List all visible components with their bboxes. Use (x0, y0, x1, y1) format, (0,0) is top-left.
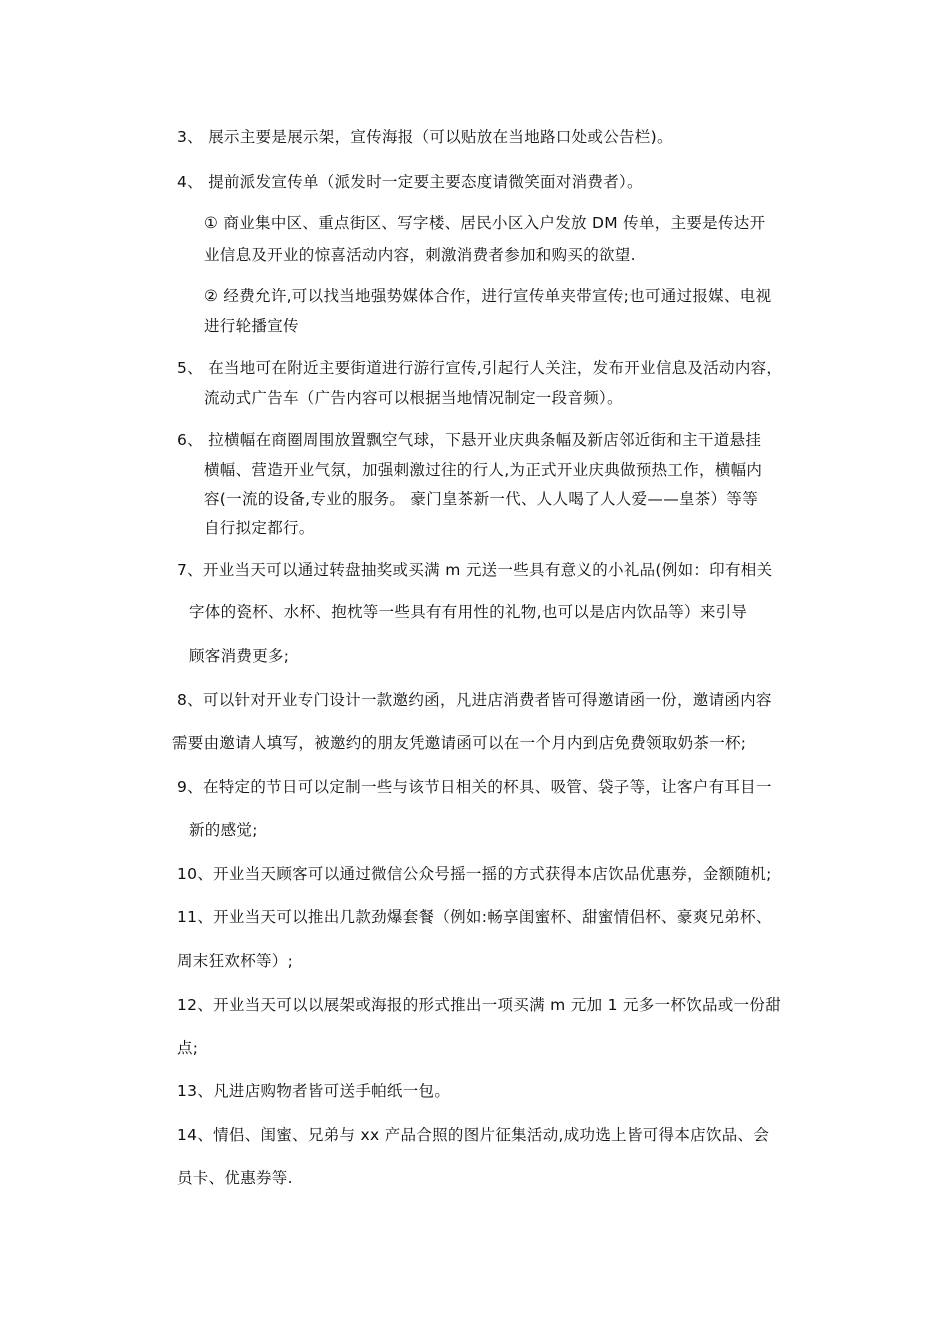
text-line: 12、开业当天可以以展架或海报的形式推出一项买满 m 元加 1 元多一杯饮品或一份甜 (177, 996, 781, 1014)
text-line: 8、可以针对开业专门设计一款邀约函，凡进店消费者皆可得邀请函一份，邀请函内容 (177, 691, 772, 709)
text-line: 顾客消费更多; (189, 647, 290, 665)
text-line: 周末狂欢杯等）; (177, 952, 294, 970)
text-line: 需要由邀请人填写，被邀约的朋友凭邀请函可以在一个月内到店免费领取奶茶一杯; (172, 734, 747, 752)
text-line: 点; (177, 1039, 199, 1057)
text-line: ① 商业集中区、重点街区、写字楼、居民小区入户发放 DM 传单，主要是传达开 (204, 214, 766, 232)
text-line: 5、 在当地可在附近主要街道进行游行宣传,引起行人关注，发布开业信息及活动内容， (177, 359, 783, 377)
text-line: 字体的瓷杯、水杯、抱枕等一些具有有用性的礼物,也可以是店内饮品等）来引导 (189, 603, 748, 621)
text-line: 进行轮播宣传 (204, 317, 299, 335)
text-line: 3、 展示主要是展示架，宣传海报（可以贴放在当地路口处或公告栏)。 (177, 128, 673, 146)
text-line: 6、 拉横幅在商圈周围放置飘空气球，下悬开业庆典条幅及新店邻近街和主干道悬挂 (177, 431, 762, 449)
text-line: 员卡、优惠券等. (177, 1169, 293, 1187)
text-line: 横幅、营造开业气氛，加强刺激过往的行人,为正式开业庆典做预热工作，横幅内 (204, 461, 763, 479)
text-line: 11、开业当天可以推出几款劲爆套餐（例如:畅享闺蜜杯、甜蜜情侣杯、豪爽兄弟杯、 (177, 908, 772, 926)
text-line: 14、情侣、闺蜜、兄弟与 xx 产品合照的图片征集活动,成功选上皆可得本店饮品、会 (177, 1126, 770, 1144)
text-line: 13、凡进店购物者皆可送手帕纸一包。 (177, 1082, 451, 1100)
text-line: 流动式广告车（广告内容可以根据当地情况制定一段音频）。 (204, 389, 623, 407)
text-line: 新的感觉; (189, 821, 258, 839)
text-line: 自行拟定都行。 (204, 519, 315, 537)
text-line: 9、在特定的节日可以定制一些与该节日相关的杯具、吸管、袋子等，让客户有耳目一 (177, 778, 772, 796)
text-line: ② 经费允许,可以找当地强势媒体合作，进行宣传单夹带宣传;也可通过报媒、电视 (204, 287, 772, 305)
text-line: 容(一流的设备,专业的服务。 豪门皇茶新一代、人人喝了人人爱——皇茶）等等 (204, 490, 759, 508)
text-line: 10、开业当天顾客可以通过微信公众号摇一摇的方式获得本店饮品优惠券，金额随机; (177, 865, 772, 883)
text-line: 7、开业当天可以通过转盘抽奖或买满 m 元送一些具有意义的小礼品(例如：印有相关 (177, 561, 773, 579)
text-line: 4、 提前派发宣传单（派发时一定要主要态度请微笑面对消费者）。 (177, 173, 643, 191)
text-line: 业信息及开业的惊喜活动内容，刺激消费者参加和购买的欲望. (204, 246, 636, 264)
